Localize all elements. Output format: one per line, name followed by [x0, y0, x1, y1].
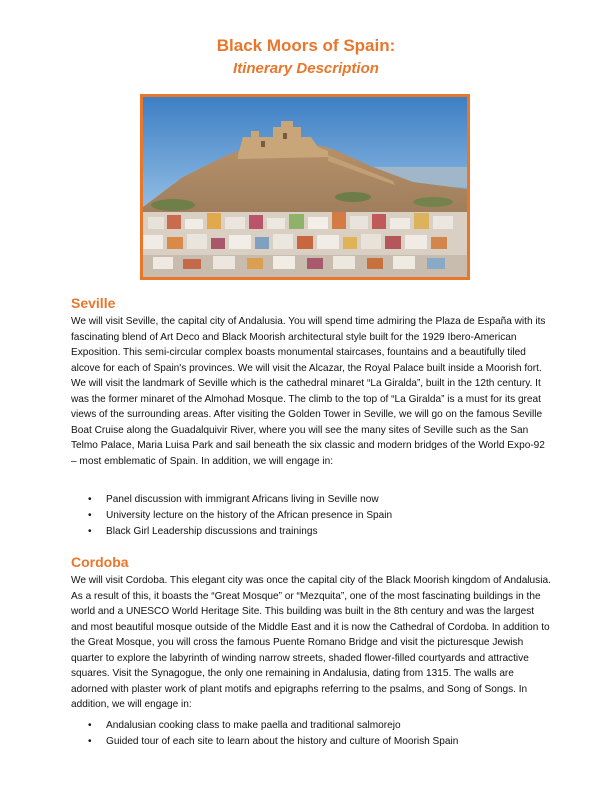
- bullet-icon: •: [88, 720, 92, 731]
- bullet-icon: •: [88, 494, 92, 505]
- list-item: • Guided tour of each site to learn about the history and culture of Moorish Spain: [71, 734, 551, 750]
- document-subtitle: Itinerary Description: [233, 60, 379, 77]
- list-item: • Panel discussion with immigrant Africans living in Seville now: [71, 492, 551, 508]
- hero-photo: [140, 94, 470, 280]
- bullet-icon: •: [88, 736, 92, 747]
- list-item: • Andalusian cooking class to make paella and traditional salmorejo: [71, 718, 551, 734]
- list-item: • University lecture on the history of the African presence in Spain: [71, 508, 551, 524]
- document-title: Black Moors of Spain:: [216, 36, 396, 55]
- seville-activity-list: [71, 492, 551, 540]
- bullet-icon: •: [88, 526, 92, 537]
- bullet-icon: •: [88, 510, 92, 521]
- section-heading-cordoba: Cordoba: [71, 554, 129, 570]
- section-heading-seville: Seville: [71, 295, 116, 311]
- seville-paragraph: We will visit Seville, the capital city of Andalusia. You will spend time admiring the Plaza de España with its fascinating blend of Art Deco and Black Moorish architectural style built for the 1929 Ibero-American Exposition. This semi-circular complex boasts monumental staircases, fountains and a beautifully tiled alcove for each of Spain's provinces. We will visit the Alcazar, the Royal Palace built inside a Moorish fort. We will visit the landmark of Seville which is the cathedral minaret “La Giralda”, built in the 12th century. It was the former minaret of the Almohad Mosque. The climb to the top of “La Giralda” is a must for its great views of the surrounding areas. After visiting the Golden Tower in Seville, we will go on the famous Seville Boat Cruise along the Guadalquivir River, where you will see the many sites of Seville such as the San Telmo Palace, Maria Luisa Park and sail beneath the six classic and modern bridges of the World Expo-92 – most emblematic of Spain. In addition, we will engage in:: [71, 316, 546, 467]
- cordoba-activity-list: [71, 718, 551, 750]
- list-item: • Black Girl Leadership discussions and trainings: [71, 524, 551, 540]
- fortress-landscape-illustration: [143, 97, 467, 277]
- cordoba-paragraph: We will visit Cordoba. This elegant city was once the capital city of the Black Moorish kingdom of Andalusia. As a result of this, it boasts the “Great Mosque” or “Mezquita”, one of the most fascinating buildings in the world and a UNESCO World Heritage Site. This building was built in the 8th century and was the largest and most beautiful mosque outside of the Middle East and it is now the Cathedral of Cordoba. In addition to the Great Mosque, you will cross the famous Puente Romano Bridge and visit the picturesque Jewish quarter to explore the labyrinth of winding narrow streets, shaded flower-filled courtyards and attractive squares. Visit the Synagogue, the only one remaining in Andalusia, dating from 1315. The walls are adorned with plaster work of plant motifs and epigraphs referring to the psalms, and Song of Songs. In addition, we will engage in:: [71, 575, 551, 710]
